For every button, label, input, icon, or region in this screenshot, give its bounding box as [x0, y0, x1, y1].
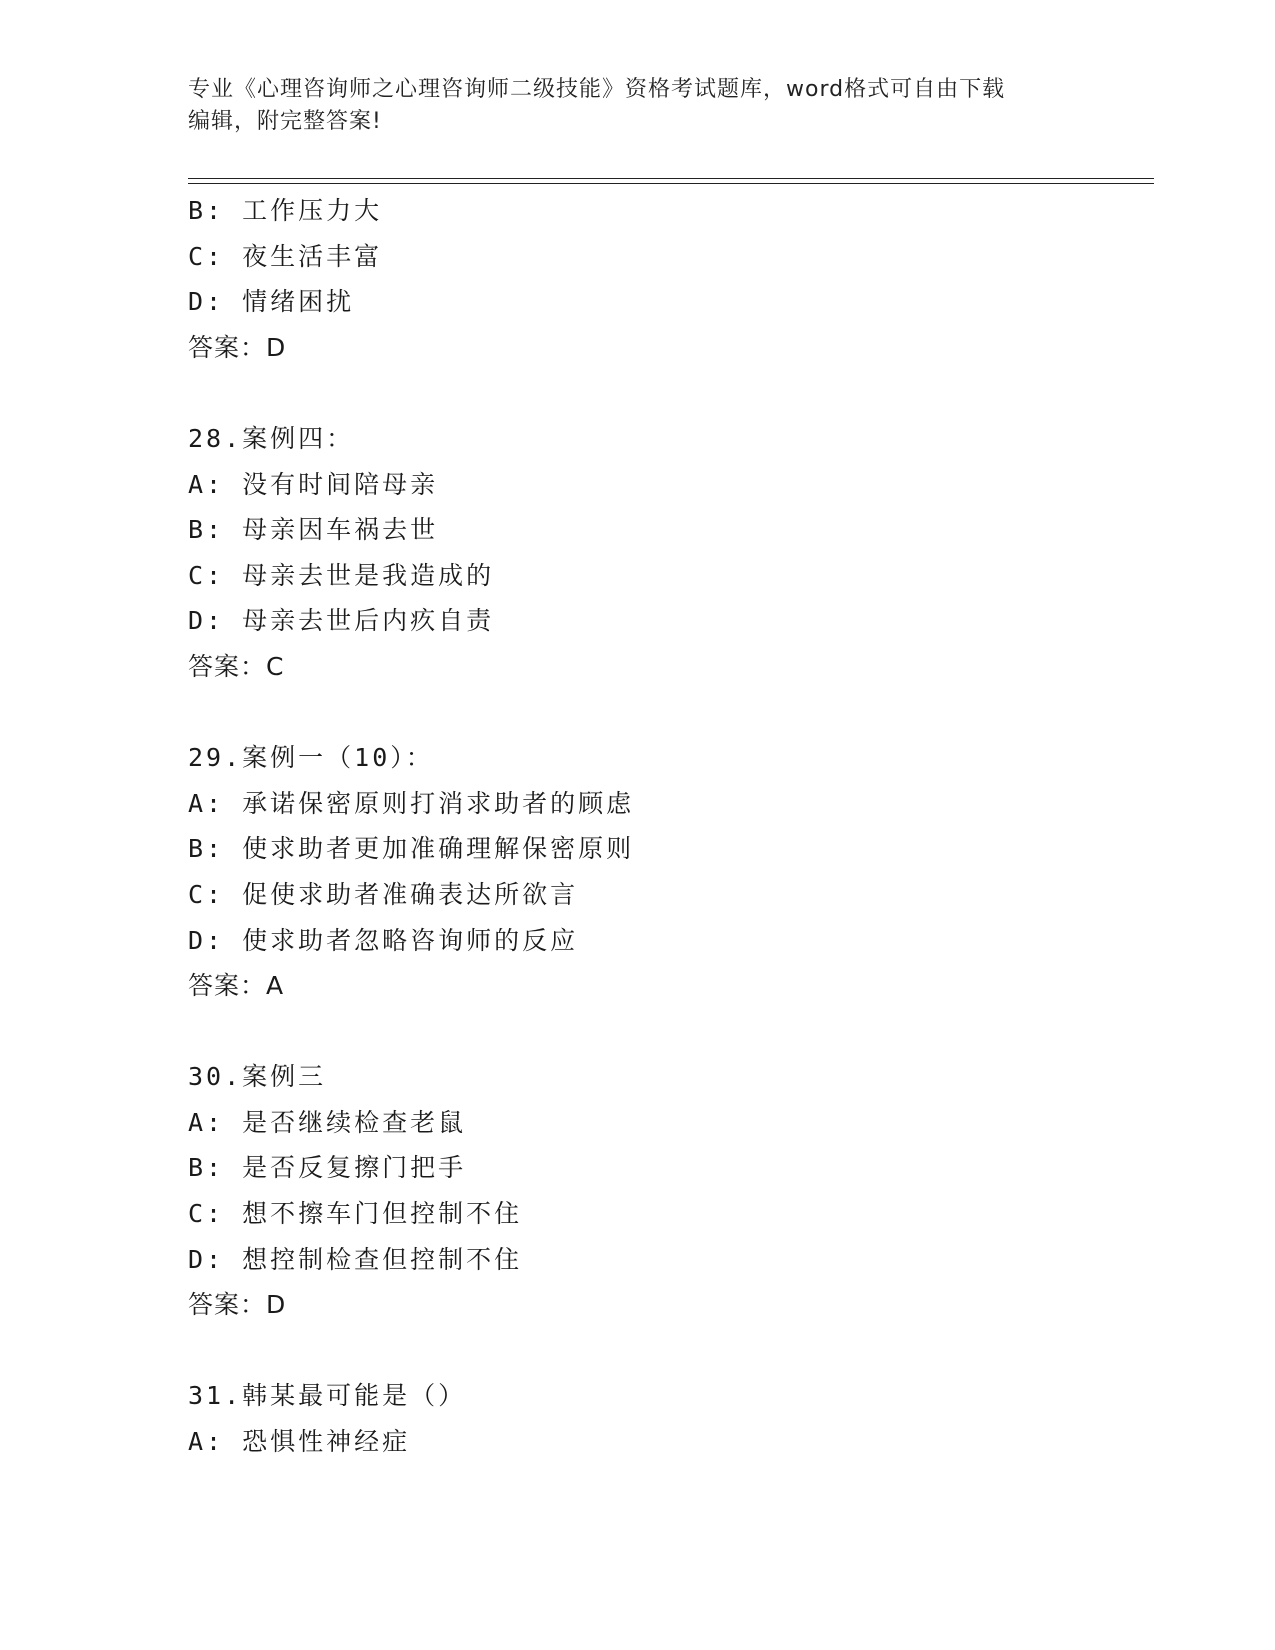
option-b: B: 母亲因车祸去世: [188, 515, 439, 545]
header-rule-bottom: [188, 183, 1154, 184]
option-a: A: 恐惧性神经症: [188, 1427, 411, 1457]
answer-line: 答案：C: [188, 651, 285, 681]
option-d: D: 情绪困扰: [188, 287, 355, 317]
question-title: 29.案例一（10）：: [188, 743, 434, 773]
spacer: [188, 1009, 1148, 1055]
question-list: [188, 188, 1148, 1465]
question-title: 28.案例四：: [188, 423, 355, 453]
option-b: B: 使求助者更加准确理解保密原则: [188, 834, 635, 864]
option-c: C: 母亲去世是我造成的: [188, 560, 495, 590]
option-b: B: 是否反复擦门把手: [188, 1153, 467, 1183]
document-header: [188, 74, 1088, 138]
header-line-2: 编辑，附完整答案!: [188, 109, 382, 134]
header-rule-top: [188, 178, 1154, 179]
question-fragment: [188, 188, 1148, 370]
header-line-1: 专业《心理咨询师之心理咨询师二级技能》资格考试题库，word格式可自由下载: [188, 77, 1006, 102]
spacer: [188, 370, 1148, 416]
option-a: A: 承诺保密原则打消求助者的顾虑: [188, 788, 635, 818]
question-30: [188, 1054, 1148, 1328]
option-a: A: 是否继续检查老鼠: [188, 1107, 467, 1137]
spacer: [188, 1328, 1148, 1374]
option-b: B: 工作压力大: [188, 196, 383, 225]
option-a: A: 没有时间陪母亲: [188, 469, 439, 499]
question-title: 31.韩某最可能是（）: [188, 1381, 467, 1411]
answer-line: 答案：D: [188, 332, 287, 362]
question-31: [188, 1373, 1148, 1464]
option-c: C: 促使求助者准确表达所欲言: [188, 879, 579, 909]
question-29: [188, 735, 1148, 1009]
option-c: C: 夜生活丰富: [188, 241, 383, 271]
option-d: D: 母亲去世后内疚自责: [188, 606, 495, 636]
answer-line: 答案：A: [188, 971, 285, 1001]
question-28: [188, 416, 1148, 690]
option-d: D: 想控制检查但控制不住: [188, 1244, 523, 1274]
option-c: C: 想不擦车门但控制不住: [188, 1199, 523, 1229]
spacer: [188, 690, 1148, 736]
option-d: D: 使求助者忽略咨询师的反应: [188, 925, 579, 955]
answer-line: 答案：D: [188, 1290, 287, 1320]
question-title: 30.案例三: [188, 1062, 327, 1092]
